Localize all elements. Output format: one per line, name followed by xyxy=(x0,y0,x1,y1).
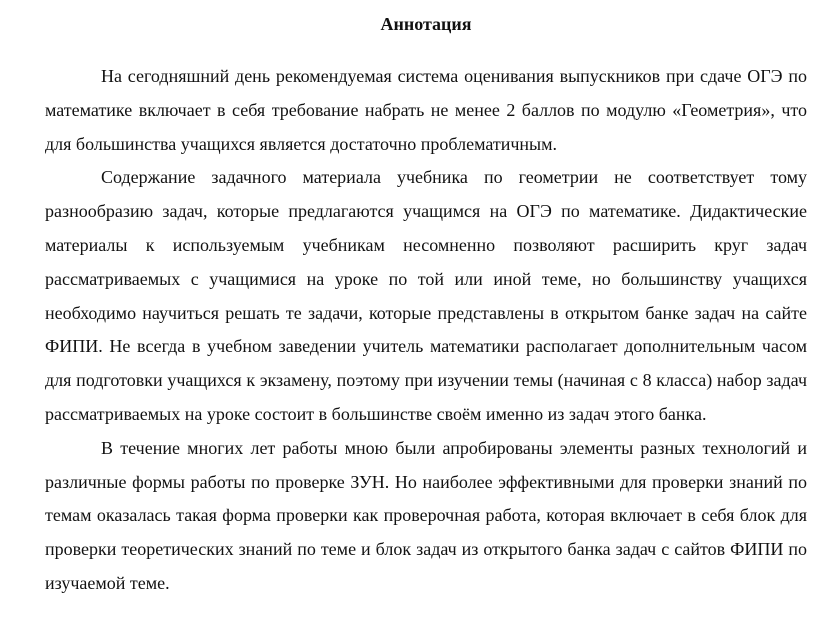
paragraph-1: На сегодняшний день рекомендуемая система оценивания выпускников при сдаче ОГЭ по математике включает в себя требование набрать не менее 2 баллов по модулю «Геометрия», что для большинства учащихся является достаточно проблематичным. xyxy=(45,66,807,154)
document-page xyxy=(45,0,807,637)
paragraph-2: Содержание задачного материала учебника по геометрии не соответствует тому разнообразию задач, которые предлагаются учащимся на ОГЭ по математике. Дидактические материалы к используемым учебникам несомненно позволяют расширить круг задач рассматриваемых с учащимися на уроке по той или иной теме, но большинству учащихся необходимо научиться решать те задачи, которые представлены в открытом банке задач на сайте ФИПИ. Не всегда в учебном заведении учитель математики располагает дополнительным часом для подготовки учащихся к экзамену, поэтому при изучении темы (начиная с 8 класса) набор задач рассматриваемых на уроке состоит в большинстве своём именно из задач этого банка. xyxy=(45,167,807,424)
document-title: Аннотация xyxy=(380,14,472,34)
paragraph-3: В течение многих лет работы мною были апробированы элементы разных технологий и различные формы работы по проверке ЗУН. Но наиболее эффективными для проверки знаний по темам оказалась такая форма проверки как проверочная работа, которая включает в себя блок для проверки теоретических знаний по теме и блок задач из открытого банка задач с сайтов ФИПИ по изучаемой теме. xyxy=(45,437,807,593)
